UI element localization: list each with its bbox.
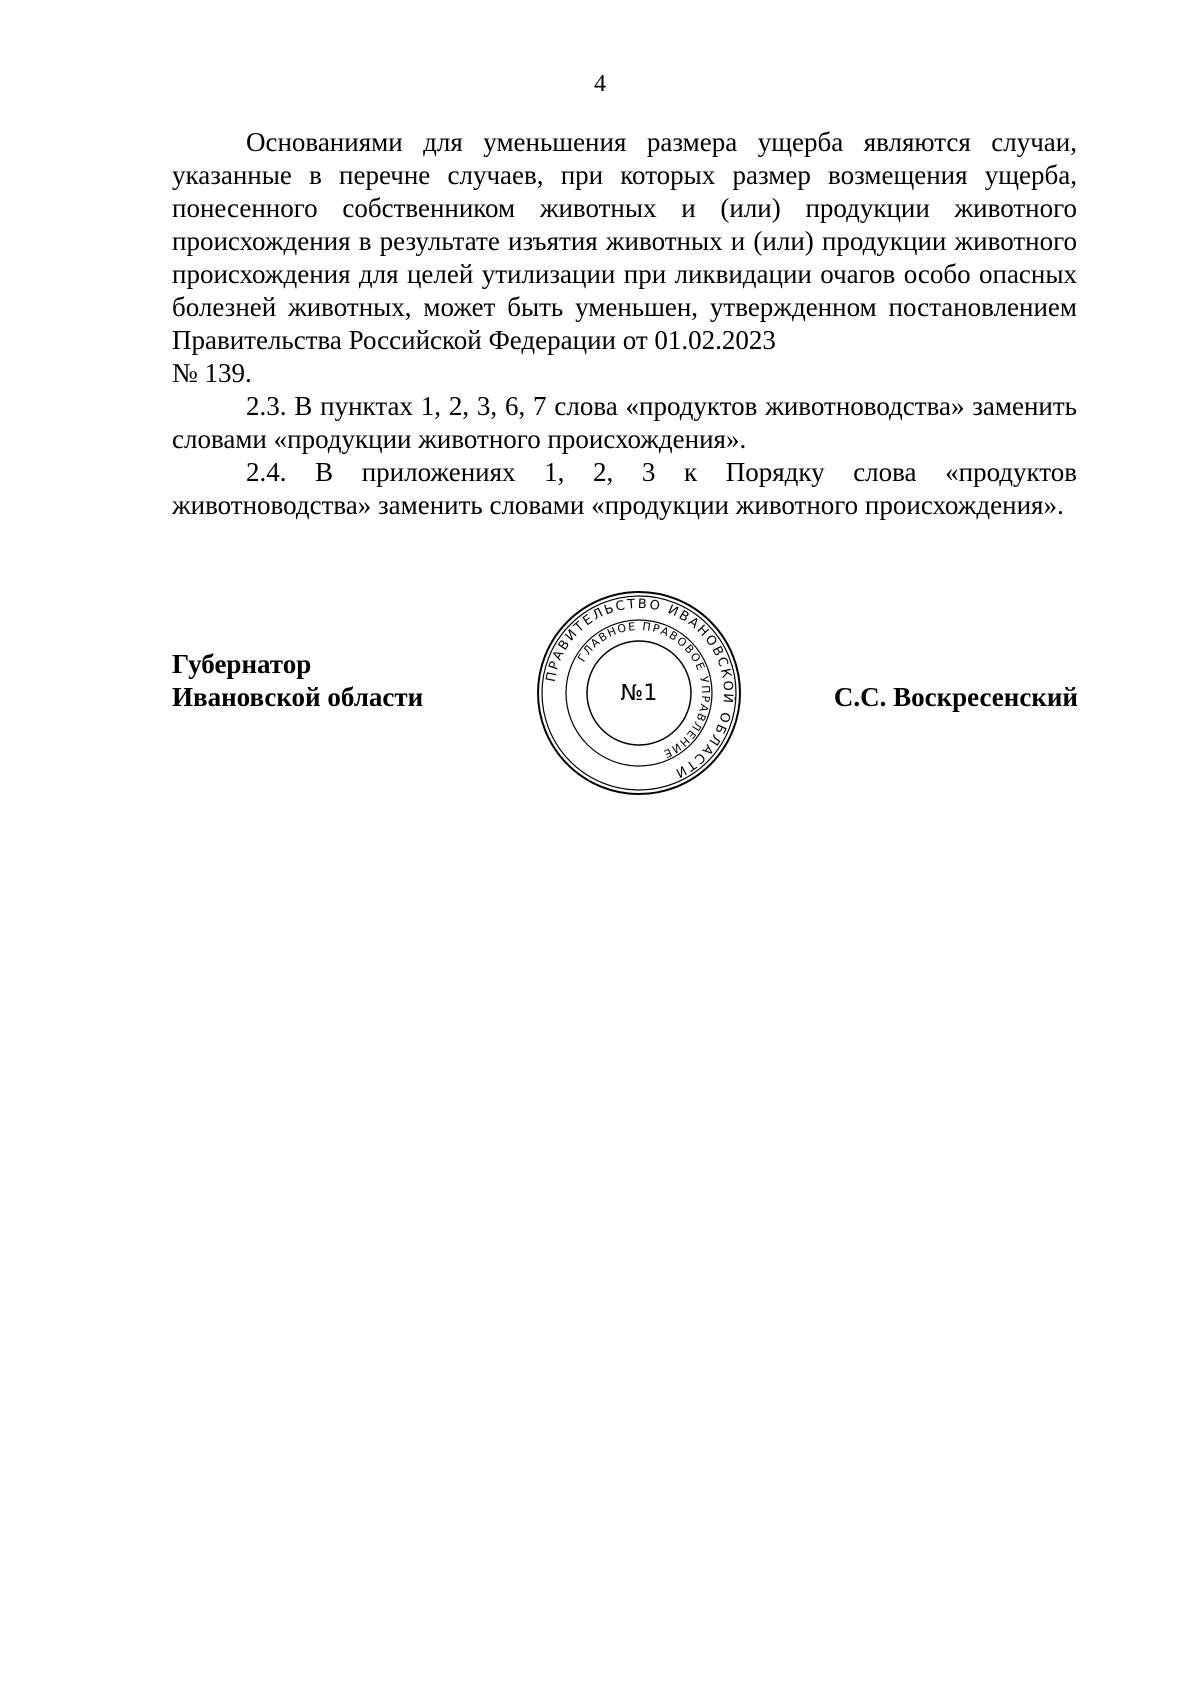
signer-title-line1: Губернатор [172,649,312,679]
document-body [172,126,1077,522]
paragraph-damage-reduction: Основаниями для уменьшения размера ущерба являются случаи, указанные в перечне случаев, при которых размер возмещения ущерба, понесенного собственником животных и (или) продукции животного происхождения в результате изъятия животных и (или) продукции животного происхождения для целей утилизации при ликвидации очагов особо опасных болезней животных, может быть уменьшен, утвержденном постановлением Правительства Российской Федерации от 01.02.2023 [172,127,1077,355]
signer-title [172,648,423,714]
paragraph-item-2-3: 2.3. В пунктах 1, 2, 3, 6, 7 слова «продуктов животноводства» заменить словами «продукции животного происхождения». [172,391,1077,454]
page-number: 4 [594,71,606,97]
stamp-inner-text: ГЛАВНОЕ ПРАВОВОЕ УПРАВЛЕНИЕ [575,619,713,761]
signer-name: С.С. Воскресенский [833,682,1078,712]
stamp-seal-icon [534,588,744,798]
signer-title-line2: Ивановской области [172,682,424,712]
paragraph-item-2-4: 2.4. В приложениях 1, 2, 3 к Порядку слова «продуктов животноводства» заменить словами «продукции животного происхождения». [172,457,1077,520]
stamp-outer-text: ПРАВИТЕЛЬСТВО ИВАНОВСКОЙ ОБЛАСТИ [543,596,736,781]
paragraph-resolution-number: № 139. [172,358,252,388]
official-stamp [534,588,744,798]
stamp-center-text: №1 [620,681,658,706]
